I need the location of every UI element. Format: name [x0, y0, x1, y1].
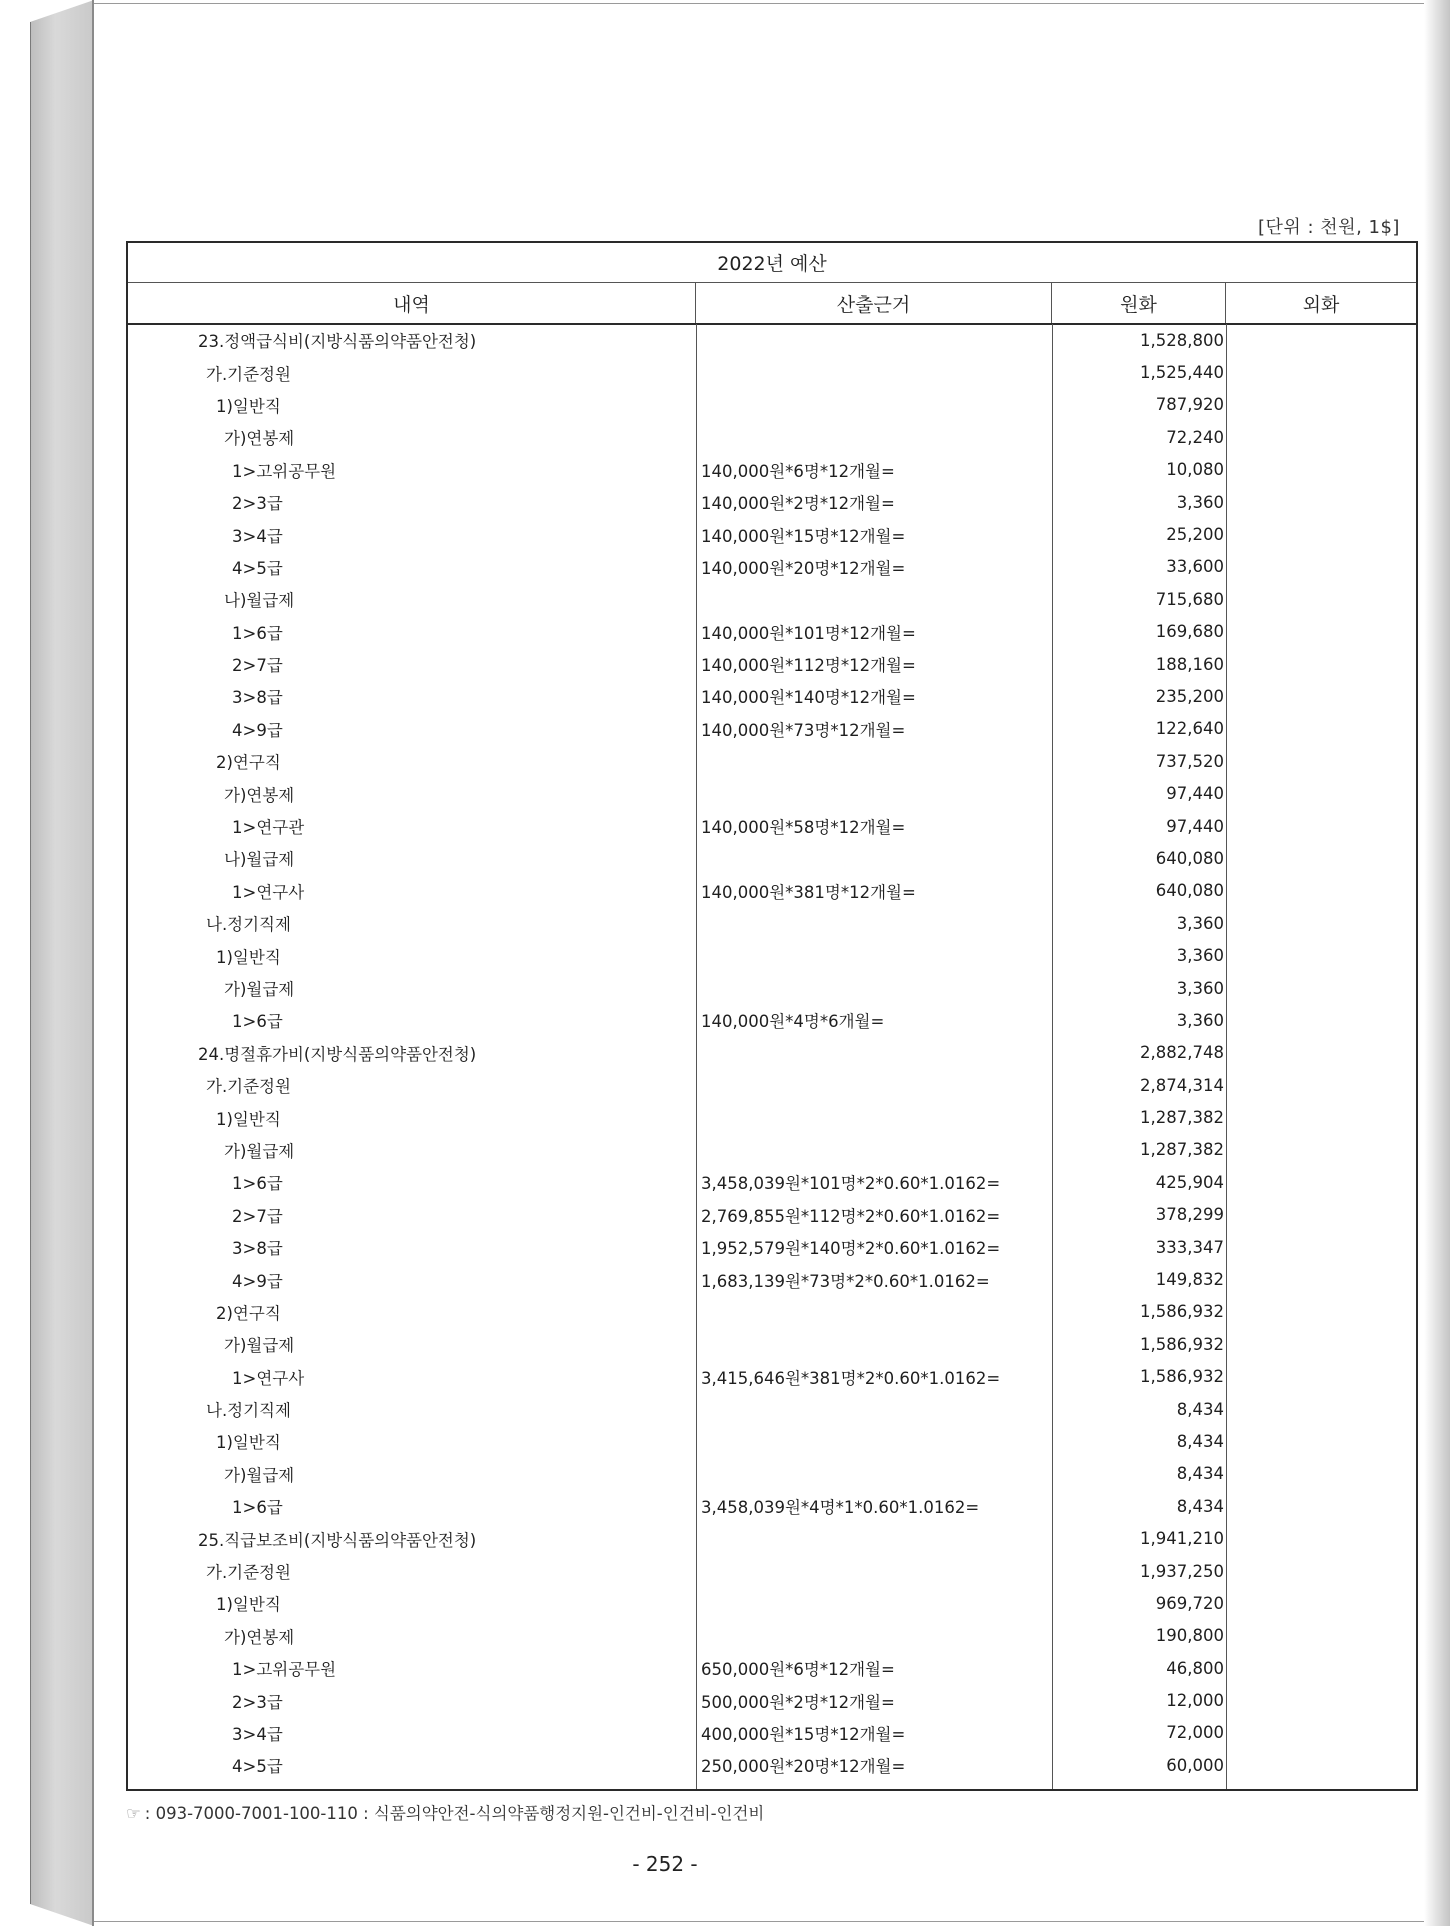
basis-cell: 1,683,139원*73명*2*0.60*1.0162= — [701, 1271, 990, 1291]
krw-cell: 3,360 — [1176, 492, 1224, 512]
krw-cell: 33,600 — [1166, 557, 1224, 577]
foreign-cell — [1226, 1717, 1416, 1749]
basis-cell: 3,458,039원*101명*2*0.60*1.0162= — [701, 1174, 1001, 1194]
foreign-cell — [1226, 777, 1416, 809]
table-row — [128, 421, 1416, 453]
krw-cell: 149,832 — [1155, 1270, 1224, 1290]
item-cell: 4>9급 — [232, 720, 283, 740]
basis-cell: 2,769,855원*112명*2*0.60*1.0162= — [701, 1206, 1001, 1226]
basis-cell — [696, 907, 1052, 939]
foreign-cell — [1226, 551, 1416, 583]
krw-cell: 640,080 — [1155, 881, 1224, 901]
foreign-cell — [1226, 842, 1416, 874]
krw-cell: 8,434 — [1176, 1496, 1224, 1516]
foreign-cell — [1226, 1522, 1416, 1554]
item-cell: 1>6급 — [232, 1012, 283, 1032]
footnote-text: : 093-7000-7001-100-110 : 식품의약안전-식의약품행정지원-인건비-인건비-인건비 — [144, 1804, 765, 1823]
foreign-cell — [1226, 713, 1416, 745]
item-cell: 1>고위공무원 — [232, 1660, 337, 1680]
page-number: - 252 - — [632, 1852, 698, 1876]
table-row — [128, 1361, 1416, 1393]
column-divider — [1052, 324, 1053, 1789]
table-row — [128, 972, 1416, 1004]
krw-cell: 97,440 — [1166, 816, 1224, 836]
item-cell: 1>연구관 — [232, 818, 305, 838]
krw-cell: 640,080 — [1155, 848, 1224, 868]
table-row — [128, 1684, 1416, 1716]
basis-cell — [696, 1296, 1052, 1328]
item-cell: 1)일반직 — [216, 1433, 281, 1453]
table-row — [128, 713, 1416, 745]
foreign-cell — [1226, 1166, 1416, 1198]
table-row — [128, 810, 1416, 842]
page-top-edge — [94, 3, 1424, 4]
item-cell: 3>4급 — [232, 1724, 283, 1744]
krw-cell: 3,360 — [1176, 978, 1224, 998]
table-row — [128, 583, 1416, 615]
table-row — [128, 1004, 1416, 1036]
item-cell: 가)월급제 — [224, 980, 295, 999]
krw-cell: 188,160 — [1155, 654, 1224, 674]
page-bottom-edge — [94, 1921, 1424, 1922]
foreign-cell — [1226, 583, 1416, 615]
krw-cell: 1,586,932 — [1140, 1302, 1224, 1322]
krw-cell: 1,528,800 — [1140, 330, 1224, 350]
item-cell: 나)월급제 — [224, 591, 295, 611]
table-row — [128, 1199, 1416, 1231]
item-cell: 1>연구사 — [232, 1368, 305, 1388]
table-row — [128, 389, 1416, 421]
table-row — [128, 1620, 1416, 1652]
foreign-cell — [1226, 1101, 1416, 1133]
basis-cell: 140,000원*112명*12개월= — [701, 656, 916, 676]
basis-cell: 140,000원*140명*12개월= — [701, 688, 916, 708]
krw-cell: 190,800 — [1155, 1626, 1224, 1646]
item-cell: 2>3급 — [232, 494, 283, 514]
foreign-cell — [1226, 454, 1416, 486]
foreign-cell — [1226, 1263, 1416, 1295]
unit-label: [단위 : 천원, 1$] — [1258, 217, 1400, 238]
header-basis: 산출근거 — [696, 283, 1052, 323]
krw-cell: 425,904 — [1155, 1172, 1224, 1192]
table-row — [128, 842, 1416, 874]
table-row — [128, 454, 1416, 486]
table-row — [128, 1069, 1416, 1101]
table-row — [128, 648, 1416, 680]
item-cell: 24.명절휴가비(지방식품의약품안전청) — [198, 1044, 477, 1064]
foreign-cell — [1226, 1199, 1416, 1231]
foreign-cell — [1226, 356, 1416, 388]
table-row — [128, 907, 1416, 939]
krw-cell: 737,520 — [1155, 751, 1224, 771]
krw-cell: 1,525,440 — [1140, 363, 1224, 383]
table-row — [128, 1231, 1416, 1263]
foreign-cell — [1226, 1555, 1416, 1587]
krw-cell: 1,586,932 — [1140, 1334, 1224, 1354]
basis-cell: 140,000원*58명*12개월= — [701, 818, 906, 838]
basis-cell — [696, 1620, 1052, 1652]
krw-cell: 1,287,382 — [1140, 1140, 1224, 1160]
krw-cell: 1,586,932 — [1140, 1367, 1224, 1387]
item-cell: 4>5급 — [232, 1757, 283, 1777]
item-cell: 1>6급 — [232, 1174, 283, 1194]
foreign-cell — [1226, 1004, 1416, 1036]
basis-cell — [696, 1458, 1052, 1490]
foreign-cell — [1226, 1490, 1416, 1522]
table-row — [128, 1296, 1416, 1328]
item-cell: 가.기준정원 — [206, 364, 291, 384]
table-row — [128, 1263, 1416, 1295]
basis-cell: 140,000원*73명*12개월= — [701, 720, 906, 740]
foreign-cell — [1226, 1037, 1416, 1069]
table-row — [128, 518, 1416, 550]
item-cell: 4>9급 — [232, 1271, 283, 1291]
table-row — [128, 1393, 1416, 1425]
item-cell: 1>6급 — [232, 1498, 283, 1518]
item-cell: 가.기준정원 — [206, 1077, 291, 1097]
krw-cell: 787,920 — [1155, 395, 1224, 415]
item-cell: 25.직급보조비(지방식품의약품안전청) — [198, 1530, 477, 1550]
item-cell: 2>3급 — [232, 1692, 283, 1712]
table-row — [128, 875, 1416, 907]
table-row — [128, 324, 1416, 356]
basis-cell — [696, 1101, 1052, 1133]
table-row — [128, 1490, 1416, 1522]
foreign-cell — [1226, 1296, 1416, 1328]
spine-outline — [30, 22, 31, 1904]
table-row — [128, 1328, 1416, 1360]
item-cell: 가)연봉제 — [224, 785, 295, 805]
basis-cell — [696, 1587, 1052, 1619]
header-foreign: 외화 — [1302, 293, 1340, 316]
basis-cell — [696, 777, 1052, 809]
table-row — [128, 939, 1416, 971]
item-cell: 나.정기직제 — [206, 915, 291, 935]
table-title: 2022년 예산 — [128, 243, 1416, 283]
foreign-cell — [1226, 810, 1416, 842]
item-cell: 3>8급 — [232, 1239, 283, 1259]
foreign-cell — [1226, 486, 1416, 518]
item-cell: 23.정액급식비(지방식품의약품안전청) — [198, 332, 477, 352]
basis-cell — [696, 421, 1052, 453]
foreign-cell — [1226, 939, 1416, 971]
foreign-cell — [1226, 1587, 1416, 1619]
krw-cell: 3,360 — [1176, 1010, 1224, 1030]
krw-cell: 8,434 — [1176, 1399, 1224, 1419]
foreign-cell — [1226, 1231, 1416, 1263]
foreign-cell — [1226, 421, 1416, 453]
basis-cell — [696, 1069, 1052, 1101]
basis-cell: 1,952,579원*140명*2*0.60*1.0162= — [701, 1239, 1001, 1259]
basis-cell — [696, 1393, 1052, 1425]
item-cell: 2>7급 — [232, 1206, 283, 1226]
foreign-cell — [1226, 1069, 1416, 1101]
krw-cell: 715,680 — [1155, 589, 1224, 609]
basis-cell — [696, 1425, 1052, 1457]
item-cell: 1)일반직 — [216, 947, 281, 967]
basis-cell — [696, 1328, 1052, 1360]
table-row — [128, 1425, 1416, 1457]
item-cell: 2)연구직 — [216, 753, 281, 773]
item-cell: 2)연구직 — [216, 1303, 281, 1323]
basis-cell: 3,458,039원*4명*1*0.60*1.0162= — [701, 1498, 980, 1518]
foreign-cell — [1226, 1620, 1416, 1652]
krw-cell: 2,874,314 — [1140, 1075, 1224, 1095]
basis-cell: 3,415,646원*381명*2*0.60*1.0162= — [701, 1368, 1001, 1388]
item-cell: 2>7급 — [232, 656, 283, 676]
krw-cell: 969,720 — [1155, 1593, 1224, 1613]
foreign-cell — [1226, 1458, 1416, 1490]
item-cell: 가)월급제 — [224, 1141, 295, 1161]
page-right-shadow — [1424, 0, 1450, 1926]
table-row — [128, 1166, 1416, 1198]
header-item: 내역 — [128, 283, 696, 323]
basis-cell — [696, 1037, 1052, 1069]
basis-cell — [696, 1522, 1052, 1554]
krw-cell: 8,434 — [1176, 1464, 1224, 1484]
krw-cell: 25,200 — [1166, 525, 1224, 545]
item-cell: 가)월급제 — [224, 1465, 295, 1485]
page-left-edge — [92, 0, 94, 1926]
basis-cell: 250,000원*20명*12개월= — [701, 1757, 906, 1777]
table-row — [128, 1522, 1416, 1554]
item-cell: 나)월급제 — [224, 850, 295, 870]
basis-cell: 140,000원*101명*12개월= — [701, 623, 916, 643]
basis-cell — [696, 1555, 1052, 1587]
foreign-cell — [1226, 324, 1416, 356]
foreign-cell — [1226, 389, 1416, 421]
basis-cell — [696, 842, 1052, 874]
table-row — [128, 356, 1416, 388]
krw-cell: 8,434 — [1176, 1431, 1224, 1451]
krw-cell: 1,941,210 — [1140, 1529, 1224, 1549]
table-row — [128, 745, 1416, 777]
foreign-cell — [1226, 1425, 1416, 1457]
item-cell: 4>5급 — [232, 558, 283, 578]
pointing-hand-icon: ☞ — [126, 1804, 141, 1823]
foreign-cell — [1226, 1328, 1416, 1360]
basis-cell — [696, 324, 1052, 356]
table-header-row — [128, 283, 1416, 325]
table-body — [128, 324, 1416, 1789]
foreign-cell — [1226, 1361, 1416, 1393]
basis-cell: 400,000원*15명*12개월= — [701, 1724, 906, 1744]
basis-cell: 140,000원*6명*12개월= — [701, 461, 895, 481]
basis-cell — [696, 745, 1052, 777]
krw-cell: 1,287,382 — [1140, 1108, 1224, 1128]
item-cell: 1)일반직 — [216, 396, 281, 416]
basis-cell: 140,000원*4명*6개월= — [701, 1012, 885, 1032]
foreign-cell — [1226, 972, 1416, 1004]
foreign-cell — [1226, 907, 1416, 939]
budget-table — [126, 241, 1418, 1791]
table-row — [128, 1717, 1416, 1749]
basis-cell — [696, 583, 1052, 615]
table-row — [128, 1101, 1416, 1133]
table-row — [128, 777, 1416, 809]
table-row — [128, 680, 1416, 712]
item-cell: 1)일반직 — [216, 1595, 281, 1615]
column-divider — [696, 324, 697, 1789]
table-row — [128, 1458, 1416, 1490]
basis-cell: 140,000원*15명*12개월= — [701, 526, 906, 546]
item-cell: 1>고위공무원 — [232, 461, 337, 481]
krw-cell: 3,360 — [1176, 946, 1224, 966]
table-row — [128, 551, 1416, 583]
table-row — [128, 1134, 1416, 1166]
header-krw: 원화 — [1052, 283, 1226, 323]
item-cell: 가)연봉제 — [224, 429, 295, 449]
krw-cell: 72,240 — [1166, 427, 1224, 447]
table-row — [128, 486, 1416, 518]
table-row — [128, 1587, 1416, 1619]
table-row — [128, 1749, 1416, 1781]
foreign-cell — [1226, 1393, 1416, 1425]
krw-cell: 235,200 — [1155, 686, 1224, 706]
krw-cell: 1,937,250 — [1140, 1561, 1224, 1581]
basis-cell: 500,000원*2명*12개월= — [701, 1692, 895, 1712]
krw-cell: 2,882,748 — [1140, 1043, 1224, 1063]
basis-cell: 140,000원*20명*12개월= — [701, 558, 906, 578]
item-cell: 1>연구사 — [232, 882, 305, 902]
table-row — [128, 1037, 1416, 1069]
column-divider — [1226, 324, 1227, 1789]
foreign-cell — [1226, 875, 1416, 907]
foreign-cell — [1226, 1684, 1416, 1716]
foreign-cell — [1226, 616, 1416, 648]
basis-cell — [696, 356, 1052, 388]
foreign-cell — [1226, 648, 1416, 680]
item-cell: 가)월급제 — [224, 1336, 295, 1356]
basis-cell: 650,000원*6명*12개월= — [701, 1660, 895, 1680]
krw-cell: 72,000 — [1166, 1723, 1224, 1743]
item-cell: 1>6급 — [232, 623, 283, 643]
item-cell: 3>8급 — [232, 688, 283, 708]
krw-cell: 12,000 — [1166, 1691, 1224, 1711]
krw-cell: 169,680 — [1155, 622, 1224, 642]
table-row — [128, 1652, 1416, 1684]
krw-cell: 378,299 — [1155, 1205, 1224, 1225]
item-cell: 가.기준정원 — [206, 1563, 291, 1583]
foreign-cell — [1226, 680, 1416, 712]
krw-cell: 122,640 — [1155, 719, 1224, 739]
table-row — [128, 1555, 1416, 1587]
foreign-cell — [1226, 1749, 1416, 1781]
item-cell: 가)연봉제 — [224, 1627, 295, 1647]
foreign-cell — [1226, 518, 1416, 550]
table-row — [128, 616, 1416, 648]
foreign-cell — [1226, 745, 1416, 777]
basis-cell — [696, 939, 1052, 971]
krw-cell: 333,347 — [1155, 1237, 1224, 1257]
basis-cell: 140,000원*381명*12개월= — [701, 882, 916, 902]
book-spine — [30, 0, 94, 1926]
basis-cell: 140,000원*2명*12개월= — [701, 494, 895, 514]
krw-cell: 60,000 — [1166, 1755, 1224, 1775]
item-cell: 1)일반직 — [216, 1109, 281, 1129]
krw-cell: 46,800 — [1166, 1658, 1224, 1678]
basis-cell — [696, 972, 1052, 1004]
item-cell: 3>4급 — [232, 526, 283, 546]
footnote — [126, 1800, 764, 1824]
item-cell: 나.정기직제 — [206, 1401, 291, 1421]
krw-cell: 3,360 — [1176, 913, 1224, 933]
krw-cell: 97,440 — [1166, 784, 1224, 804]
foreign-cell — [1226, 1652, 1416, 1684]
basis-cell — [696, 1134, 1052, 1166]
foreign-cell — [1226, 1134, 1416, 1166]
krw-cell: 10,080 — [1166, 460, 1224, 480]
basis-cell — [696, 389, 1052, 421]
